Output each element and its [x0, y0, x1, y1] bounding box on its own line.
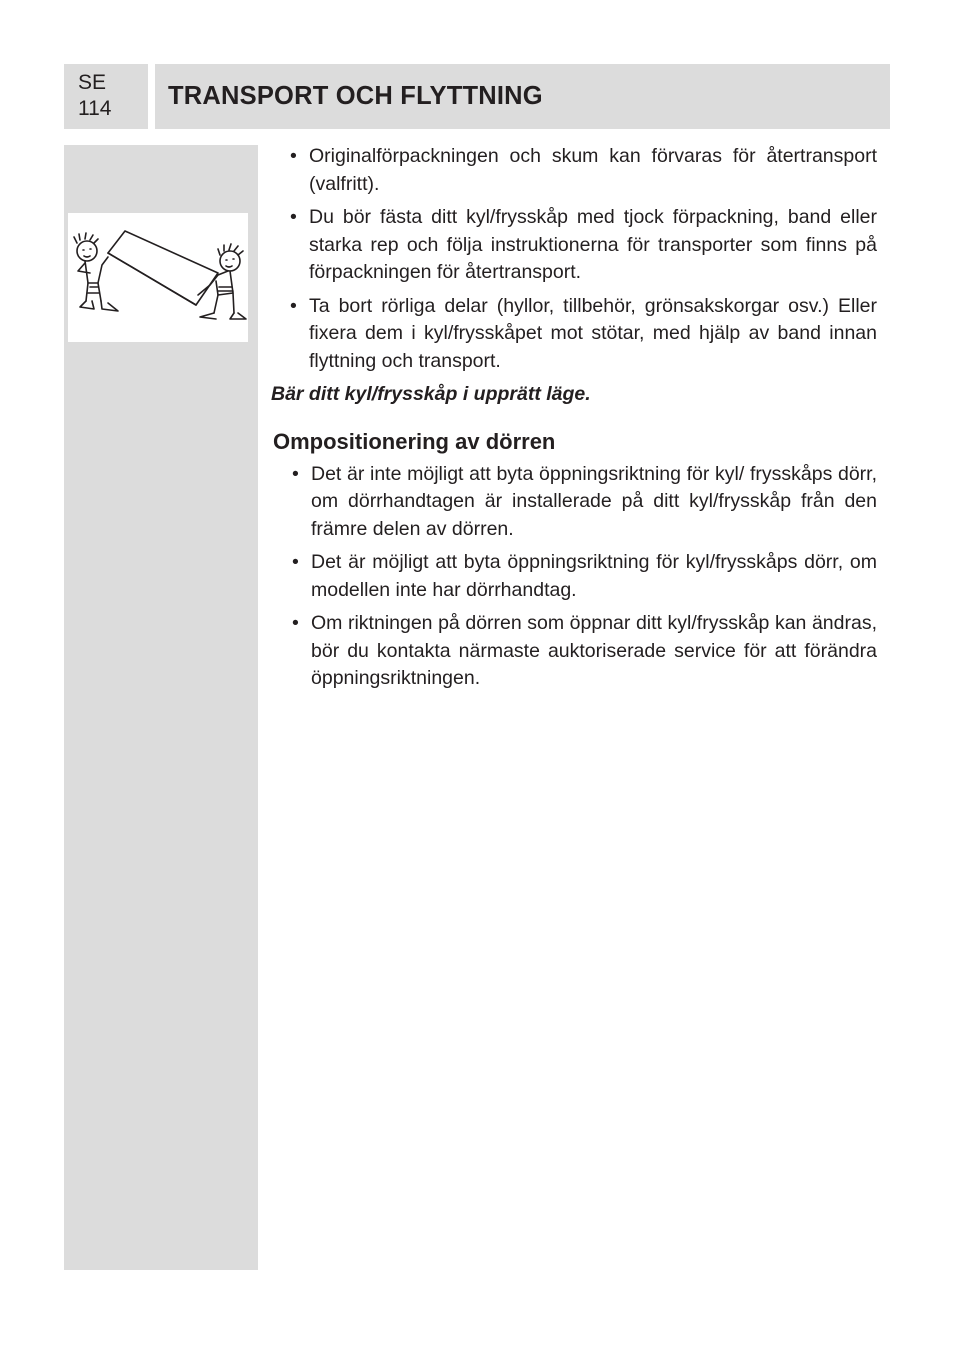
door-list — [270, 461, 877, 693]
transport-illustration — [68, 213, 248, 342]
list-item: • Du bör fästa ditt kyl/frysskåp med tjock förpackning, band eller starka rep och följa instruktionerna för transporter som finns på förpackningen för återtransport. — [290, 206, 877, 283]
door-section-heading: Ompositionering av dörren — [273, 428, 556, 454]
list-item: • Det är inte möjligt att byta öppningsriktning för kyl/ frysskåps dörr, om dörrhandtagen är installerade på ditt kyl/frysskåp från den främre delen av dörren. — [292, 462, 877, 540]
page-label — [64, 64, 148, 129]
two-children-carrying-box-icon — [68, 213, 248, 342]
transport-list — [270, 143, 877, 375]
list-item: • Om riktningen på dörren som öppnar ditt kyl/frysskåp kan ändras, bör du kontakta närmaste auktoriserade service för att förändra öppningsriktningen. — [292, 612, 877, 689]
list-item: • Det är möjligt att byta öppningsriktning för kyl/frysskåps dörr, om modellen inte har dörrhandtag. — [292, 551, 877, 601]
section-header — [155, 64, 890, 129]
page-number: 114 — [78, 97, 112, 120]
content — [270, 143, 877, 699]
list-item: • Ta bort rörliga delar (hyllor, tillbehör, grönsakskorgar osv.) Eller fixera dem i kyl/frysskåpet mot stötar, med hjälp av band innan flyttning och transport. — [290, 294, 877, 372]
section-title: TRANSPORT OCH FLYTTNING — [168, 82, 543, 110]
upright-warning: Bär ditt kyl/frysskåp i upprätt läge. — [271, 383, 591, 405]
language-code: SE — [78, 71, 107, 94]
list-item: • Originalförpackningen och skum kan förvaras för återtransport (valfritt). — [290, 145, 877, 195]
